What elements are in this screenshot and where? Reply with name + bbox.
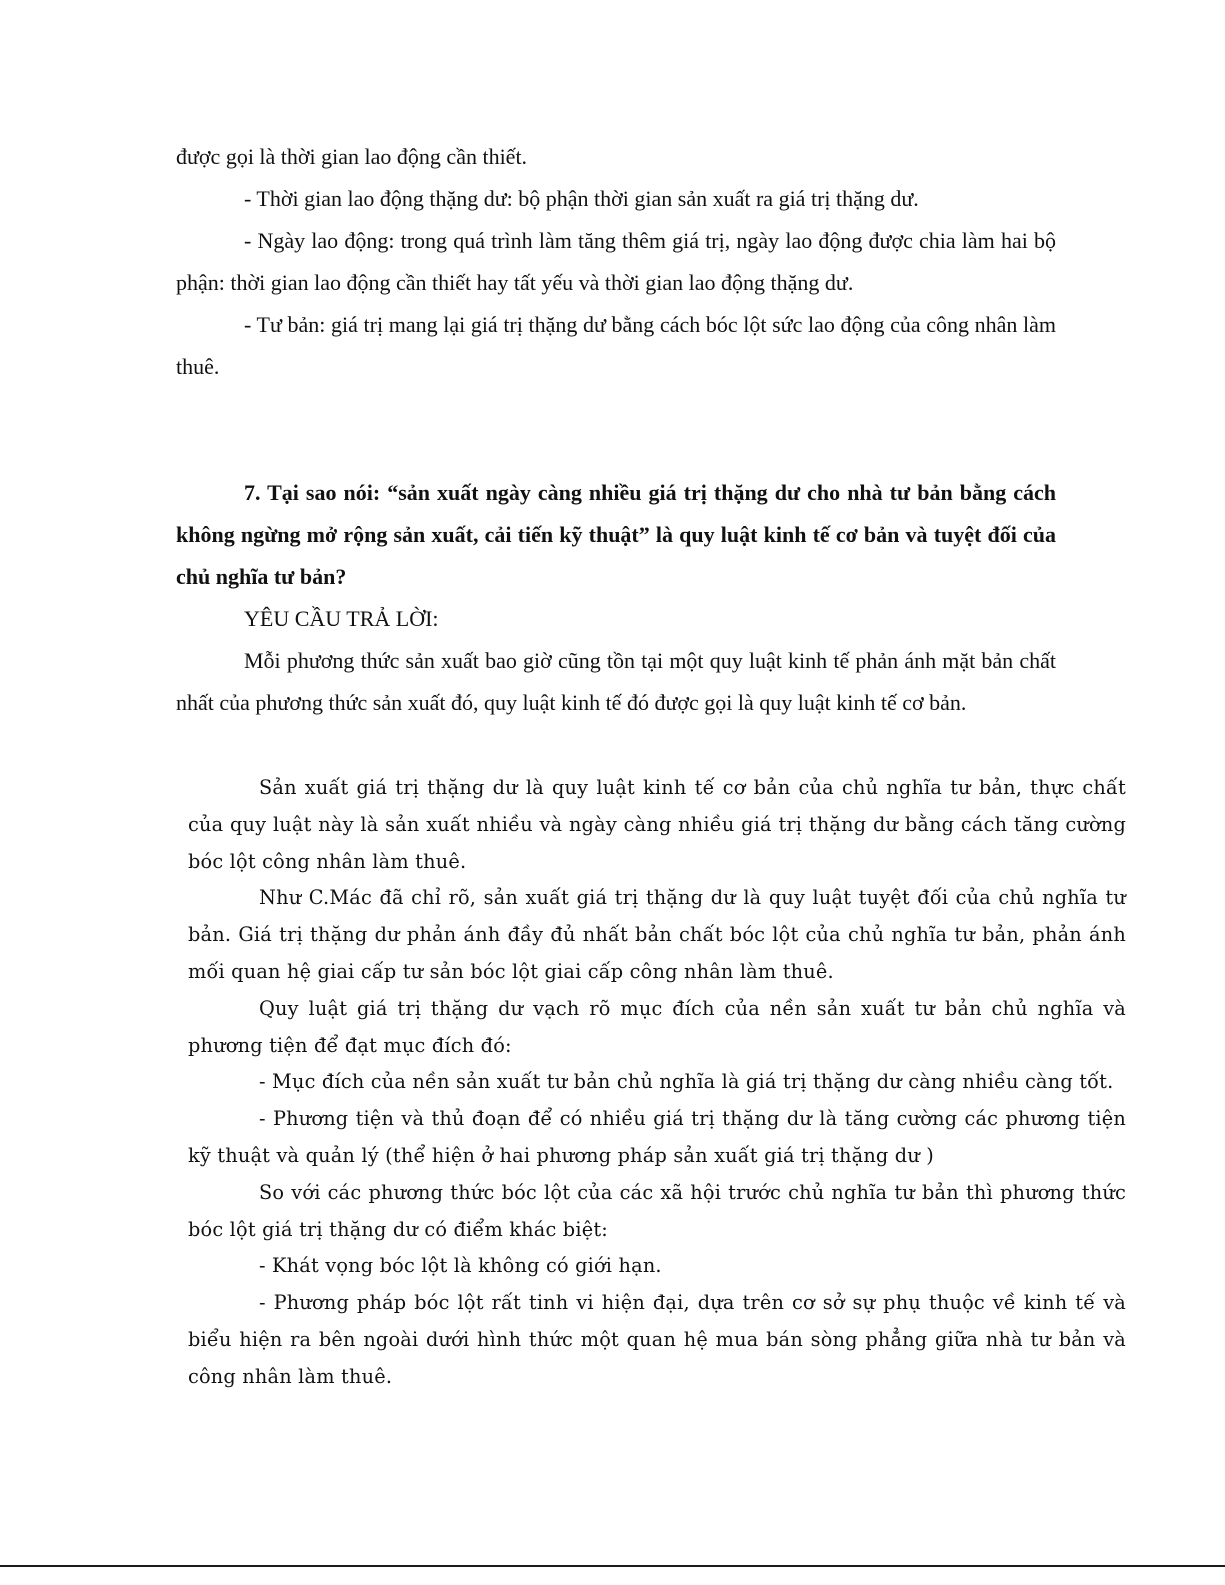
paragraph-working-day: - Ngày lao động: trong quá trình làm tăng thêm giá trị, ngày lao động được chia làm hai bộ phận: thời gian lao động cần thiết hay tất yếu và thời gian lao động thặng dư. — [176, 228, 1056, 295]
question-heading: 7. Tại sao nói: “sản xuất ngày càng nhiều giá trị thặng dư cho nhà tư bản bằng cách không ngừng mở rộng sản xuất, cải tiến kỹ thuật” là quy luật kinh tế cơ bản và tuyệt đối của chủ nghĩa tư bản? — [176, 480, 1056, 589]
definitions-section — [176, 136, 1056, 388]
paragraph-purpose-and-means: Quy luật giá trị thặng dư vạch rõ mục đích của nền sản xuất tư bản chủ nghĩa và phương tiện để đạt mục đích đó: — [188, 996, 1126, 1057]
list-item-purpose: - Mục đích của nền sản xuất tư bản chủ nghĩa là giá trị thặng dư càng nhiều càng tốt. — [259, 1070, 1114, 1094]
list-item-sophisticated-method: - Phương pháp bóc lột rất tinh vi hiện đại, dựa trên cơ sở sự phụ thuộc về kinh tế và biểu hiện ra bên ngoài dưới hình thức một quan hệ mua bán sòng phẳng giữa nhà tư bản và công nhân làm thuê. — [188, 1291, 1126, 1388]
page-bottom-divider — [0, 1565, 1225, 1567]
paragraph-capital: - Tư bản: giá trị mang lại giá trị thặng dư bằng cách bóc lột sức lao động của công nhân làm thuê. — [176, 312, 1056, 379]
paragraph-comparison: So với các phương thức bóc lột của các xã hội trước chủ nghĩa tư bản thì phương thức bóc lột giá trị thặng dư có điểm khác biệt: — [188, 1180, 1126, 1241]
paragraph-surplus-value-law: Sản xuất giá trị thặng dư là quy luật kinh tế cơ bản của chủ nghĩa tư bản, thực chất của quy luật này là sản xuất nhiều và ngày càng nhiều giá trị thặng dư bằng cách tăng cường bóc lột công nhân làm thuê. — [188, 776, 1126, 873]
list-item-means: - Phương tiện và thủ đoạn để có nhiều giá trị thặng dư là tăng cường các phương tiện kỹ thuật và quản lý (thể hiện ở hai phương pháp sản xuất giá trị thặng dư ) — [188, 1107, 1126, 1167]
list-item-unlimited-desire: - Khát vọng bóc lột là không có giới hạn. — [259, 1254, 662, 1278]
paragraph-basic-economic-law: Mỗi phương thức sản xuất bao giờ cũng tồn tại một quy luật kinh tế phản ánh mặt bản chất nhất của phương thức sản xuất đó, quy luật kinh tế đó được gọi là quy luật kinh tế cơ bản. — [176, 648, 1056, 715]
question-section — [176, 472, 1056, 724]
answer-body — [188, 770, 1126, 1396]
paragraph-surplus-labor-time: - Thời gian lao động thặng dư: bộ phận thời gian sản xuất ra giá trị thặng dư. — [244, 186, 919, 211]
answer-label: YÊU CẦU TRẢ LỜI: — [244, 606, 439, 631]
paragraph-marx-absolute-law: Như C.Mác đã chỉ rõ, sản xuất giá trị thặng dư là quy luật tuyệt đối của chủ nghĩa tư bản. Giá trị thặng dư phản ánh đầy đủ nhất bản chất bóc lột của chủ nghĩa tư bản, phản ánh mối quan hệ giai cấp tư sản bóc lột giai cấp công nhân làm thuê. — [188, 886, 1126, 983]
paragraph-necessary-labor-time: được gọi là thời gian lao động cần thiết. — [176, 144, 528, 169]
